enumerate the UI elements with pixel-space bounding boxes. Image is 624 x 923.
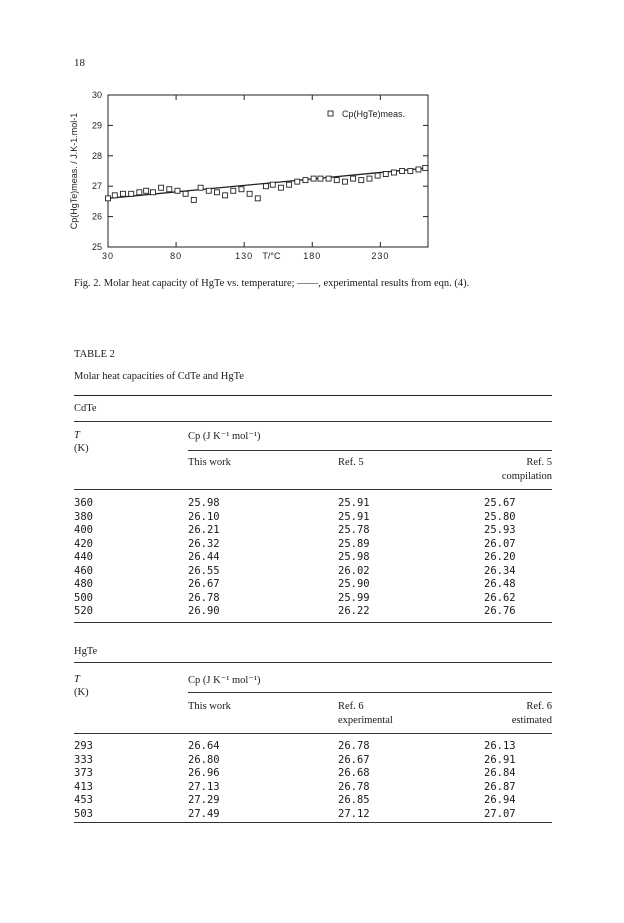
table-cell-temperature: 520 [74, 605, 93, 617]
subheader-this-work: This work [188, 457, 231, 468]
data-point [231, 188, 236, 193]
table-cell-value: 26.13 [484, 740, 516, 752]
data-point [367, 176, 372, 181]
table-cell-value: 26.78 [338, 740, 370, 752]
data-point [255, 196, 260, 201]
table-cell-value: 26.20 [484, 551, 516, 563]
data-point [144, 188, 149, 193]
col-header-K: (K) [74, 687, 89, 698]
table-cell-value: 26.85 [338, 794, 370, 806]
y-tick-label: 26 [91, 211, 102, 222]
data-point [137, 190, 142, 195]
subheader-ref5: Ref. 5 [338, 457, 364, 468]
fit-line [108, 168, 428, 198]
table-cell-value: 25.93 [484, 524, 516, 536]
subheader-ref6-est-a: Ref. 6 [526, 701, 552, 712]
legend-marker [328, 111, 333, 116]
section-label-cdte: CdTe [74, 403, 97, 414]
table-cell-value: 26.62 [484, 591, 516, 604]
data-point [175, 188, 180, 193]
data-point [295, 179, 300, 184]
table-cell-value: 25.90 [338, 578, 370, 590]
y-tick-label: 28 [91, 150, 102, 161]
cp-header-cdte: Cp (J K⁻¹ mol⁻¹) [188, 431, 261, 442]
chart-fit-line [108, 168, 428, 198]
y-tick-label: 30 [91, 90, 102, 100]
table-cell-value: 26.34 [484, 564, 516, 577]
data-point [334, 178, 339, 183]
data-point [120, 191, 125, 196]
table-cell-value: 27.49 [188, 807, 220, 820]
table-cell-value: 26.87 [484, 780, 516, 793]
heat-capacity-chart [60, 85, 440, 275]
data-point [423, 165, 428, 170]
table-cell-value: 25.80 [484, 510, 516, 523]
col-header-T: T [74, 674, 80, 685]
table-cell-value: 26.32 [188, 537, 220, 550]
table-cell-value: 27.07 [484, 807, 516, 820]
data-point [129, 191, 134, 196]
cdte-bottom-rule [74, 622, 552, 623]
data-point [359, 178, 364, 183]
cp-header-rule [188, 692, 552, 693]
page-number: 18 [74, 57, 85, 69]
table-cell-temperature: 500 [74, 591, 93, 604]
table-cell-temperature: 293 [74, 740, 93, 752]
table-cell-value: 26.94 [484, 794, 516, 806]
x-tick-label: 180 [303, 251, 322, 261]
data-point [263, 184, 268, 189]
table-cell-value: 26.64 [188, 740, 220, 752]
table-cell-value: 26.21 [188, 524, 220, 536]
header-bottom-rule [74, 733, 552, 734]
y-tick-label: 29 [91, 120, 102, 131]
table-cell-temperature: 453 [74, 794, 93, 806]
table-cell-value: 26.07 [484, 537, 516, 550]
x-tick-label: 230 [371, 251, 390, 261]
x-tick-label: 30 [101, 251, 115, 261]
table-cell-temperature: 373 [74, 767, 93, 779]
table-cell-value: 25.91 [338, 510, 370, 523]
section-rule [74, 662, 552, 663]
col-header-T: T [74, 430, 80, 441]
data-point [326, 176, 331, 181]
table-cell-temperature: 480 [74, 578, 93, 590]
header-bottom-rule [74, 489, 552, 490]
cp-header-hgte: Cp (J K⁻¹ mol⁻¹) [188, 675, 261, 686]
data-point [351, 176, 356, 181]
data-point [247, 191, 252, 196]
table-cell-value: 27.12 [338, 807, 370, 820]
data-point [318, 176, 323, 181]
subheader-ref6-est-b: estimated [511, 715, 552, 726]
data-point [408, 169, 413, 174]
table-cell-value: 27.13 [188, 780, 220, 793]
table-cell-value: 26.78 [338, 780, 370, 793]
table-cell-value: 25.67 [484, 497, 516, 509]
x-axis-label: T/°C [262, 251, 281, 261]
data-point [416, 167, 421, 172]
data-point [167, 187, 172, 192]
data-point [150, 190, 155, 195]
figure-caption: Fig. 2. Molar heat capacity of HgTe vs. temperature; ——, experimental results from eqn. (4). [74, 278, 470, 289]
data-point [383, 172, 388, 177]
table-title: Molar heat capacities of CdTe and HgTe [74, 371, 244, 382]
data-point [106, 196, 111, 201]
table-cell-value: 26.80 [188, 753, 220, 766]
chart-points [106, 165, 428, 202]
data-point [270, 182, 275, 187]
data-point [391, 170, 396, 175]
x-tick-label: 130 [235, 251, 254, 261]
table-cell-value: 26.96 [188, 767, 220, 779]
table-label: TABLE 2 [74, 349, 115, 360]
subheader-ref5-compilation-b: compilation [501, 471, 552, 482]
data-point [198, 185, 203, 190]
table-cell-value: 26.67 [338, 753, 370, 766]
table-top-rule [74, 395, 552, 396]
data-point [214, 190, 219, 195]
table-cell-temperature: 460 [74, 564, 93, 577]
cp-header-rule [188, 450, 552, 451]
table-cell-temperature: 360 [74, 497, 93, 509]
table-cell-value: 26.02 [338, 564, 370, 577]
table-cell-value: 26.90 [188, 605, 220, 617]
section-rule [74, 421, 552, 422]
data-point [191, 197, 196, 202]
table-cell-temperature: 503 [74, 807, 93, 820]
hgte-bottom-rule [74, 822, 552, 823]
subheader-this-work: This work [188, 701, 231, 712]
table-cell-value: 25.99 [338, 591, 370, 604]
table-cell-value: 27.29 [188, 794, 220, 806]
table-cell-value: 26.78 [188, 591, 220, 604]
data-point [183, 191, 188, 196]
table-cell-temperature: 333 [74, 753, 93, 766]
table-cell-temperature: 400 [74, 524, 93, 536]
data-point [223, 193, 228, 198]
chart-legend [328, 109, 405, 119]
table-cell-value: 26.44 [188, 551, 220, 563]
table-cell-value: 26.84 [484, 767, 516, 779]
table-cell-temperature: 380 [74, 510, 93, 523]
table-cell-temperature: 440 [74, 551, 93, 563]
data-point [303, 178, 308, 183]
data-point [287, 182, 292, 187]
subheader-ref5-compilation-a: Ref. 5 [526, 457, 552, 468]
table-cell-value: 26.91 [484, 753, 516, 766]
table-cell-temperature: 420 [74, 537, 93, 550]
x-tick-label: 80 [170, 251, 183, 261]
table-cell-value: 26.67 [188, 578, 220, 590]
table-cell-value: 26.48 [484, 578, 516, 590]
subheader-ref6-exp-a: Ref. 6 [338, 701, 364, 712]
table-cell-value: 26.10 [188, 510, 220, 523]
legend-label: Cp(HgTe)meas. [342, 109, 406, 119]
data-point [278, 185, 283, 190]
data-point [206, 188, 211, 193]
table-cell-value: 25.91 [338, 497, 370, 509]
table-cell-value: 26.76 [484, 605, 516, 617]
y-axis-label: Cp(HgTe)meas. / J.K-1.mol-1 [69, 112, 79, 230]
data-point [342, 179, 347, 184]
data-point [239, 187, 244, 192]
table-cell-value: 25.89 [338, 537, 370, 550]
col-header-K: (K) [74, 443, 89, 454]
data-point [400, 169, 405, 174]
section-label-hgte: HgTe [74, 646, 98, 657]
data-point [159, 185, 164, 190]
subheader-ref6-exp-b: experimental [338, 715, 393, 726]
y-tick-label: 25 [91, 242, 102, 252]
y-tick-label: 27 [91, 181, 102, 192]
table-cell-temperature: 413 [74, 780, 93, 793]
table-cell-value: 26.68 [338, 767, 370, 779]
data-point [112, 193, 117, 198]
data-point [311, 176, 316, 181]
table-cell-value: 25.78 [338, 524, 370, 536]
data-point [375, 173, 380, 178]
table-cell-value: 26.55 [188, 564, 220, 577]
table-cell-value: 25.98 [338, 551, 370, 563]
table-cell-value: 26.22 [338, 605, 370, 617]
table-cell-value: 25.98 [188, 497, 220, 509]
